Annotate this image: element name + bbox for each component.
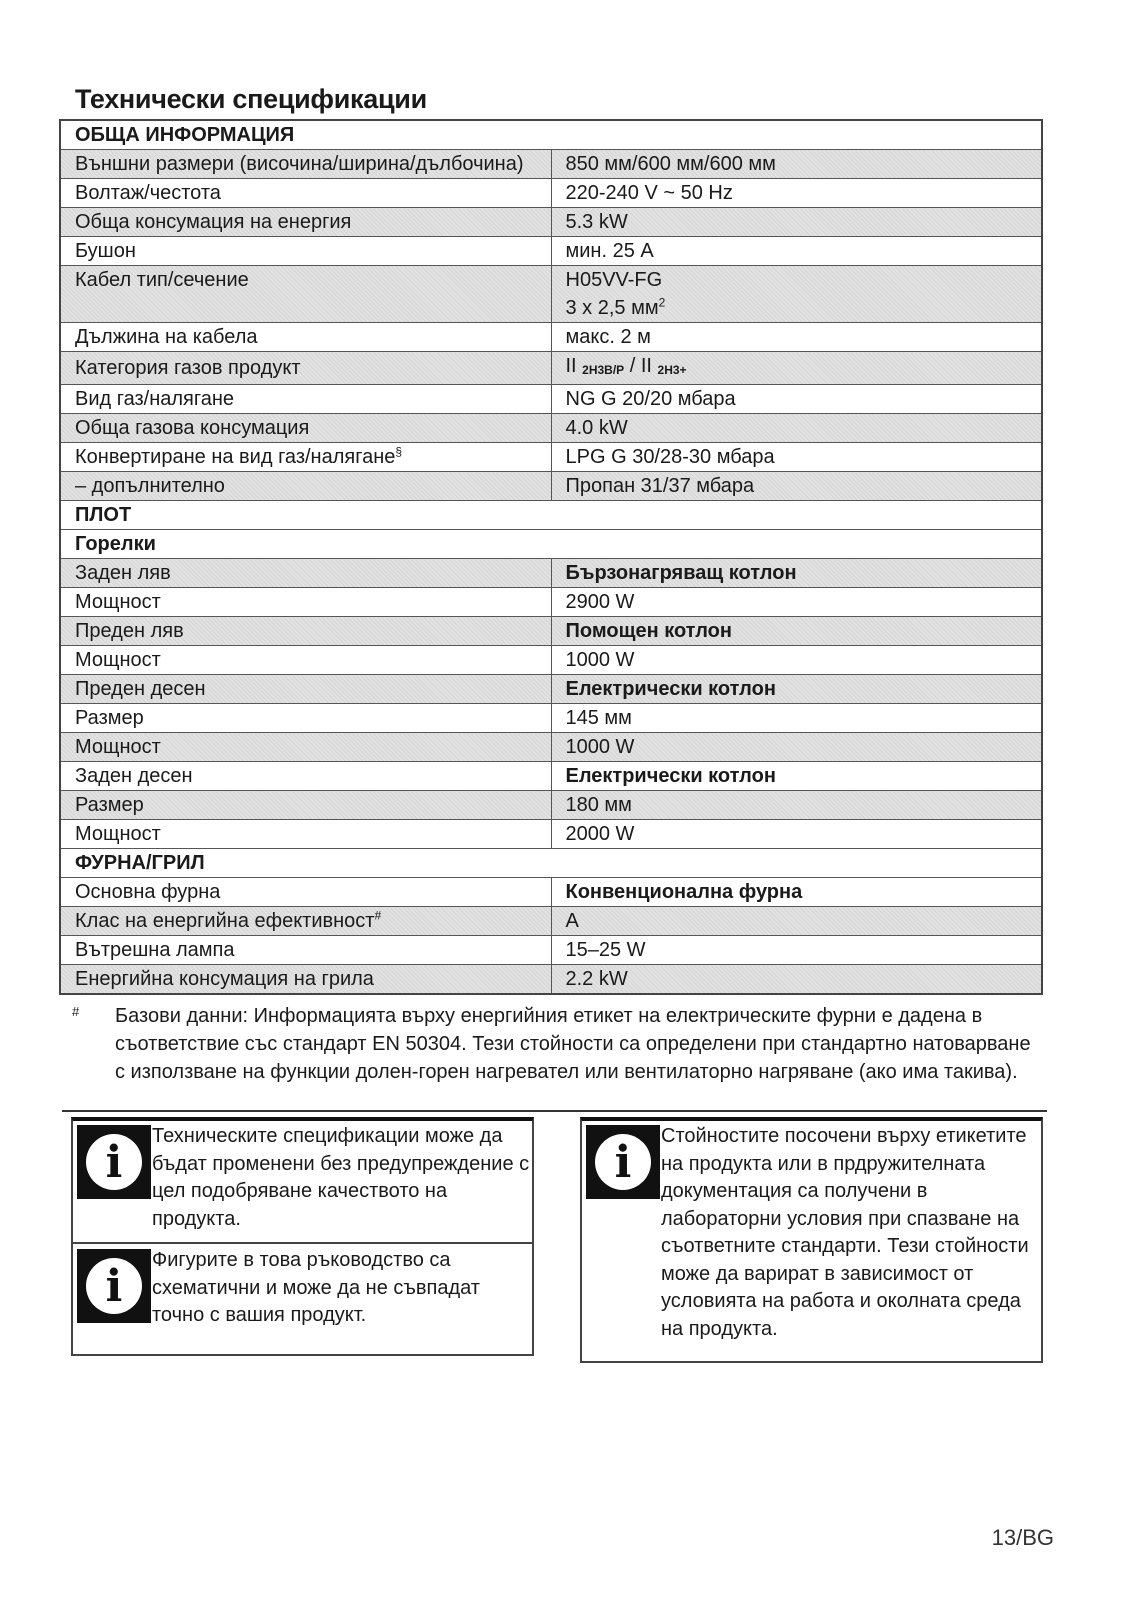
table-row (60, 733, 1042, 762)
spec-value (551, 352, 1042, 385)
footnote-mark: # (72, 1004, 80, 1019)
spec-value: LPG G 30/28-30 мбара (551, 443, 1042, 472)
note-box-left (71, 1117, 534, 1356)
section-heading-hob (60, 501, 1042, 530)
spec-label: – допълнително (60, 472, 551, 501)
spec-label: Преден ляв (60, 617, 551, 646)
spec-label: Обща консумация на енергия (60, 208, 551, 237)
section-heading: ОБЩА ИНФОРМАЦИЯ (60, 120, 1042, 150)
table-row (60, 704, 1042, 733)
table-row (60, 385, 1042, 414)
spec-value: Бързонагряващ котлон (551, 559, 1042, 588)
table-row (60, 878, 1042, 907)
spec-label: Волтаж/честота (60, 179, 551, 208)
spec-value: 2.2 kW (551, 965, 1042, 995)
table-row (60, 352, 1042, 385)
note-text: Техническите спецификации може да бъдат променени без предупреждение с цел подобряване качеството на продукта. (152, 1125, 530, 1230)
spec-label-text: Клас на енергийна ефективност (75, 910, 375, 932)
note-lab-conditions (582, 1121, 1041, 1361)
spec-label: Основна фурна (60, 878, 551, 907)
table-row (60, 472, 1042, 501)
spec-value: 5.3 kW (551, 208, 1042, 237)
note-box-right (580, 1117, 1043, 1363)
spec-value: Конвенционална фурна (551, 878, 1042, 907)
table-row (60, 179, 1042, 208)
spec-label: Преден десен (60, 675, 551, 704)
spec-label: Мощност (60, 588, 551, 617)
table-row (60, 588, 1042, 617)
note-figures-schematic (73, 1245, 532, 1353)
divider (62, 1110, 1047, 1112)
gas-category-a: II (565, 355, 583, 377)
spec-table (59, 119, 1043, 995)
table-row (60, 907, 1042, 936)
table-row (60, 675, 1042, 704)
spec-label: Размер (60, 791, 551, 820)
spec-value: NG G 20/20 мбара (551, 385, 1042, 414)
superscript: # (374, 908, 382, 923)
spec-value: 220-240 V ~ 50 Hz (551, 179, 1042, 208)
spec-label (60, 443, 551, 472)
table-row (60, 965, 1042, 995)
spec-value (551, 266, 1042, 323)
table-row (60, 762, 1042, 791)
spec-value: 4.0 kW (551, 414, 1042, 443)
spec-value: 180 мм (551, 791, 1042, 820)
section-heading-general (60, 120, 1042, 150)
spec-label: Кабел тип/сечение (60, 266, 551, 323)
table-row (60, 820, 1042, 849)
gas-category-b: / II (624, 355, 658, 377)
section-subheading: Горелки (60, 530, 1042, 559)
gas-category-a-sub: 2H3B/P (582, 363, 625, 377)
table-row (60, 208, 1042, 237)
table-row (60, 323, 1042, 352)
spec-value: A (551, 907, 1042, 936)
spec-value: 2000 W (551, 820, 1042, 849)
table-row (60, 237, 1042, 266)
gas-category-b-sub: 2H3+ (657, 363, 687, 377)
table-row (60, 150, 1042, 179)
spec-value: 1000 W (551, 646, 1042, 675)
spec-label-text: Конвертиране на вид газ/налягане (75, 446, 396, 468)
spec-value: Електрически котлон (551, 675, 1042, 704)
spec-value: 15–25 W (551, 936, 1042, 965)
table-row (60, 559, 1042, 588)
spec-label: Външни размери (височина/ширина/дълбочина) (60, 150, 551, 179)
spec-value: 2900 W (551, 588, 1042, 617)
spec-label (60, 907, 551, 936)
spec-label: Мощност (60, 820, 551, 849)
superscript: § (395, 444, 403, 459)
table-row (60, 936, 1042, 965)
superscript: 2 (658, 295, 666, 310)
table-row (60, 617, 1042, 646)
table-row (60, 443, 1042, 472)
spec-label: Заден десен (60, 762, 551, 791)
spec-value: 145 мм (551, 704, 1042, 733)
spec-label: Дължина на кабела (60, 323, 551, 352)
info-icon: i (77, 1249, 151, 1323)
table-row (60, 266, 1042, 323)
section-heading: ФУРНА/ГРИЛ (60, 849, 1042, 878)
spec-value: Пропан 31/37 мбара (551, 472, 1042, 501)
info-icon: i (77, 1125, 151, 1199)
spec-value: макс. 2 м (551, 323, 1042, 352)
page-title: Технически спецификации (75, 84, 427, 114)
spec-label: Вид газ/налягане (60, 385, 551, 414)
table-row (60, 414, 1042, 443)
note-text: Фигурите в това ръководство са схематични и може да не съвпадат точно с вашия продукт. (152, 1249, 480, 1326)
section-heading-oven (60, 849, 1042, 878)
spec-value: 1000 W (551, 733, 1042, 762)
table-row (60, 646, 1042, 675)
note-specs-change (73, 1121, 532, 1244)
footnote (72, 1002, 1032, 1086)
footnote-text: Базови данни: Информацията върху енергийния етикет на електрическите фурни е дадена в съответствие със стандарт EN 50304. Тези стойности са определени при стандартно натоварване с използване на функции долен-горен нагревател или вентилаторно нагряване (ако има такива). (115, 1005, 1031, 1083)
spec-label: Бушон (60, 237, 551, 266)
spec-value: 850 мм/600 мм/600 мм (551, 150, 1042, 179)
spec-value-line2: 3 x 2,5 мм (565, 297, 659, 319)
spec-label: Мощност (60, 646, 551, 675)
info-icon: i (586, 1125, 660, 1199)
spec-label: Заден ляв (60, 559, 551, 588)
table-row (60, 791, 1042, 820)
spec-label: Обща газова консумация (60, 414, 551, 443)
spec-label: Категория газов продукт (60, 352, 551, 385)
spec-label: Мощност (60, 733, 551, 762)
spec-label: Размер (60, 704, 551, 733)
spec-label: Енергийна консумация на грила (60, 965, 551, 995)
spec-value: Електрически котлон (551, 762, 1042, 791)
section-heading: ПЛОТ (60, 501, 1042, 530)
note-text: Стойностите посочени върху етикетите на продукта или в прдружителната документация са получени в лабораторни условия при спазване на съответните стандарти. Тези стойности може да варират в зависимост от условията на работа и околната среда на продукта. (661, 1125, 1029, 1340)
spec-value: Помощен котлон (551, 617, 1042, 646)
spec-value: мин. 25 A (551, 237, 1042, 266)
spec-value-line1: H05VV-FG (565, 269, 663, 291)
spec-label: Вътрешна лампа (60, 936, 551, 965)
section-subheading-burners (60, 530, 1042, 559)
page-number: 13/BG (991, 1525, 1054, 1550)
